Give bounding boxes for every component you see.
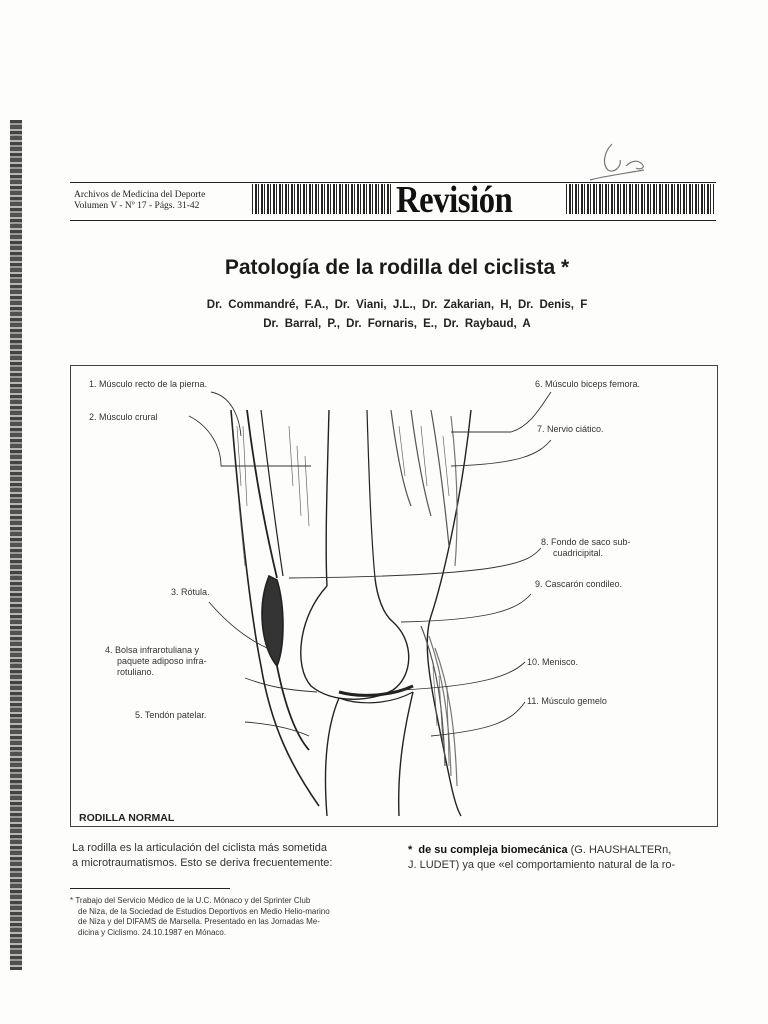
author-list-line-2: Dr. Barral, P., Dr. Fornaris, E., Dr. Raybaud, A [263, 318, 531, 330]
label-nervio-ciatico: 7. Nervio ciático. [537, 424, 604, 434]
body-left-line-1: La rodilla es la articulación del ciclista más sometida [72, 842, 327, 854]
article-title: Patología de la rodilla del ciclista * [224, 256, 570, 279]
footnote-line-2: de Niza, de la Sociedad de Estudios Deportivos en Medio Helio-marino [78, 906, 330, 916]
journal-info [74, 190, 254, 212]
footnote-line-3: de Niza y del DIFAMS de Marsella. Presentado en las Jornadas Me- [78, 917, 320, 926]
footnote [70, 896, 390, 938]
footnote-line-4: dicina y Ciclismo. 24.10.1987 en Mónaco. [78, 927, 227, 937]
footnote-line-1-text: Trabajo del Servicio Médico de la U.C. Mónaco y del Sprinter Club [75, 896, 311, 905]
author-list-line-1: Dr. Commandré, F.A., Dr. Viani, J.L., Dr. Zakarian, H, Dr. Denis, F [206, 299, 588, 311]
body-right-citation: (G. HAUSHALTERn, [567, 844, 672, 856]
label-fondo-de-saco-2: cuadricipital. [553, 548, 604, 558]
label-musculo-crural: 2. Músculo crural [89, 412, 158, 422]
body-right-line-2: J. LUDET) ya que «el comportamiento natural de la ro- [408, 859, 676, 871]
body-right-line-1: * de su compleja biomecánica (G. HAUSHALTERn, [408, 844, 672, 856]
label-rotula: 3. Rótula. [171, 587, 210, 597]
body-left-line-2: a microtraumatismos. Esto se deriva frecuentemente: [72, 857, 333, 869]
header-top-rule [70, 182, 716, 183]
label-musculo-biceps: 6. Músculo biceps femora. [535, 379, 641, 389]
journal-volume: Volumen V - Nº 17 - Págs. 31-42 [74, 201, 200, 211]
label-musculo-recto: 1. Músculo recto de la pierna. [89, 379, 208, 389]
body-right-bold: de su compleja biomecánica [418, 844, 568, 856]
footnote-rule [70, 888, 230, 889]
label-cascaron-condileo: 9. Cascarón condileo. [535, 579, 623, 589]
header-barcode-right [566, 184, 714, 214]
label-musculo-gemelo: 11. Músculo gemelo [527, 696, 607, 706]
footnote-line-1: * Trabajo del Servicio Médico de la U.C. Mónaco y del Sprinter Club [70, 896, 311, 905]
journal-name: Archivos de Medicina del Deporte [74, 190, 206, 200]
label-menisco: 10. Menisco. [527, 657, 579, 667]
label-tendon-patelar: 5. Tendón patelar. [135, 710, 207, 720]
handwritten-scribble [582, 140, 652, 184]
section-heading: Revisión [396, 179, 513, 221]
knee-illustration [71, 366, 717, 826]
header-bottom-rule [70, 220, 716, 221]
label-bolsa-infrarotuliana-3: rotuliano. [117, 667, 155, 677]
label-bolsa-infrarotuliana: 4. Bolsa infrarotuliana y [105, 645, 200, 655]
label-bolsa-infrarotuliana-2: paquete adiposo infra- [117, 656, 207, 666]
label-fondo-de-saco: 8. Fondo de saco sub- [541, 537, 631, 547]
header-barcode-left [252, 184, 392, 214]
figure-caption: RODILLA NORMAL [79, 812, 175, 824]
scan-edge-artifact [10, 120, 22, 970]
knee-figure [70, 365, 718, 827]
